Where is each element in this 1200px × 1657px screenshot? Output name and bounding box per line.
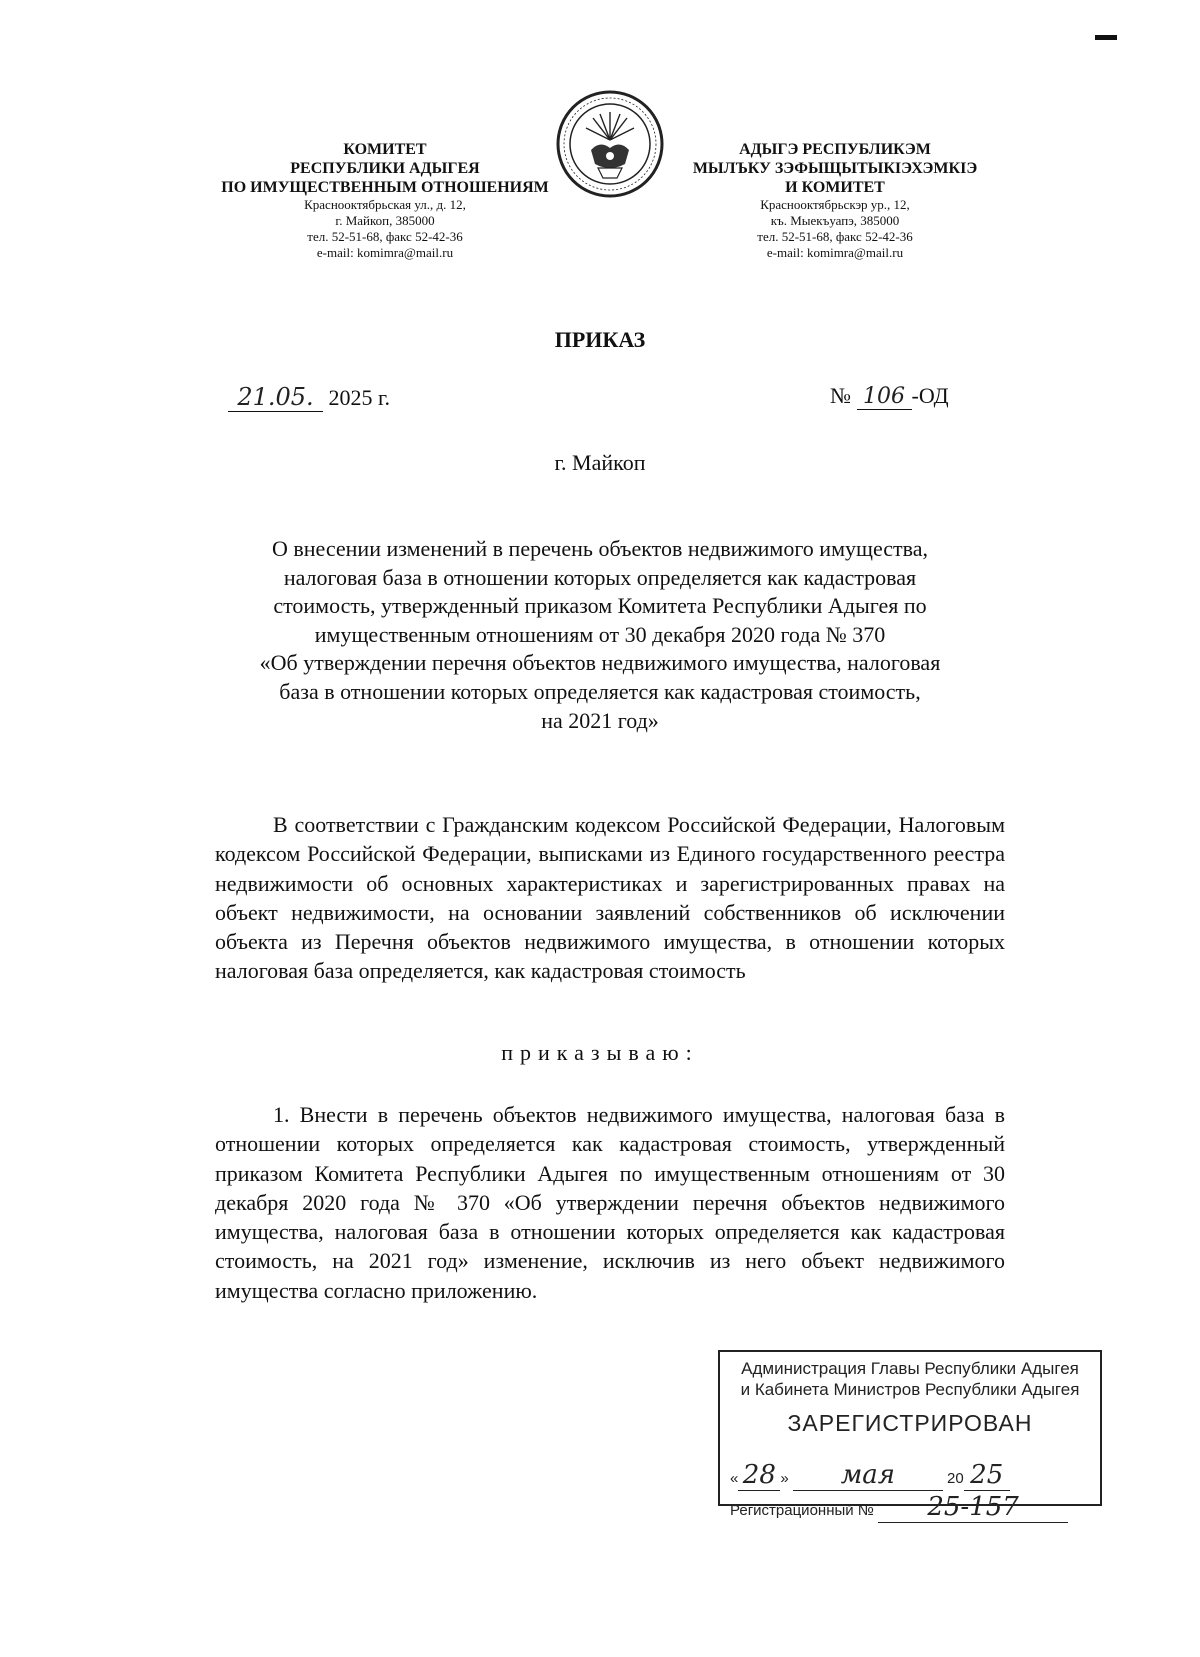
item-1-paragraph [215, 1100, 1005, 1305]
subject-line: имущественным отношениям от 30 декабря 2020 года № 370 [314, 621, 886, 647]
subject-line: база в отношении которых определяется как кадастровая стоимость, [279, 678, 921, 704]
handwritten-date: 21.05. [228, 383, 323, 412]
subject-line: «Об утверждении перечня объектов недвижимого имущества, налоговая [259, 650, 941, 676]
scan-mark [1095, 35, 1117, 40]
header-left-line3: ПО ИМУЩЕСТВЕННЫМ ОТНОШЕНИЯМ [221, 179, 549, 196]
header-left-address1: Краснооктябрьская ул., д. 12, [304, 197, 466, 212]
header-left-phone: тел. 52-51-68, факс 52-42-36 [307, 229, 463, 244]
stamp-reg-label: Регистрационный № [730, 1502, 874, 1519]
registration-stamp [718, 1350, 1102, 1522]
coat-of-arms-icon [553, 88, 667, 200]
header-left-block [205, 140, 565, 261]
number-prefix: № [830, 383, 851, 408]
stamp-reg-number: 25-157 [878, 1492, 1068, 1523]
header-left-email: e-mail: komimra@mail.ru [316, 245, 454, 260]
subject-line: стоимость, утвержденный приказом Комитета Республики Адыгея по [273, 593, 927, 619]
order-year: 2025 г. [328, 385, 391, 410]
preamble-paragraph [215, 810, 1005, 986]
document-title: ПРИКАЗ [554, 327, 646, 352]
stamp-organization [720, 1358, 1100, 1400]
order-number [830, 383, 949, 410]
stamp-year-prefix: 20 [947, 1470, 964, 1487]
number-suffix: -ОД [911, 383, 949, 408]
order-word: приказываю: [501, 1040, 699, 1065]
header-right-line1: АДЫГЭ РЕСПУБЛИКЭМ [739, 141, 931, 158]
subject-line: О внесении изменений в перечень объектов недвижимого имущества, [271, 536, 928, 561]
header-left-line1: КОМИТЕТ [343, 141, 427, 158]
stamp-day: 28 [738, 1460, 780, 1491]
header-right-block [680, 140, 990, 261]
header-left-address2: г. Майкоп, 385000 [335, 213, 435, 228]
header-right-address1: Краснооктябрьскэр ур., 12, [760, 197, 910, 212]
header-right-address2: къ. Мыекъуапэ, 385000 [770, 213, 900, 228]
stamp-org-line1: Администрация Главы Республики Адыгея [741, 1359, 1079, 1378]
stamp-registration [730, 1492, 1068, 1523]
subject-line: на 2021 год» [541, 707, 659, 733]
order-date [228, 383, 390, 412]
stamp-org-line2: и Кабинета Министров Республики Адыгея [740, 1380, 1080, 1399]
stamp-date: « 28 » мая 20 25 [730, 1460, 1010, 1491]
item-1-text: 1. Внести в перечень объектов недвижимого имущества, налоговая база в отношении которых определяется как кадастровая стоимость, утвержденный приказом Комитета Республики Адыгея по имущественным отношениям от 30 декабря 2020 года № 370 «Об утверждении перечня объектов недвижимого имущества, налоговая база в отношении которых определяется как кадастровая стоимость, на 2021 год» изменение, исключив из него объект недвижимого имущества согласно приложению. [215, 1102, 1005, 1303]
header-left-line2: РЕСПУБЛИКИ АДЫГЕЯ [290, 160, 480, 177]
subject-line: налоговая база в отношении которых определяется как кадастровая [283, 564, 917, 590]
header-right-line3: И КОМИТЕТ [785, 179, 885, 196]
stamp-month: мая [793, 1460, 943, 1491]
city: г. Майкоп [554, 450, 646, 475]
preamble-text: В соответствии с Гражданским кодексом Российской Федерации, Налоговым кодексом Российской Федерации, выписками из Единого государственного реестра недвижимости об основных характеристиках и зарегистрированных правах на объект недвижимости, на основании заявлений собственников об исключении объекта из Перечня объектов недвижимого имущества, в отношении которых налоговая база определяется, как кадастровая стоимость [215, 812, 1005, 984]
stamp-year-suffix: 25 [964, 1460, 1010, 1491]
header-right-email: e-mail: komimra@mail.ru [766, 245, 904, 260]
header-right-phone: тел. 52-51-68, факс 52-42-36 [757, 229, 913, 244]
handwritten-number: 106 [857, 384, 912, 410]
stamp-status: ЗАРЕГИСТРИРОВАН [787, 1410, 1033, 1436]
order-subject [210, 535, 990, 735]
header-right-line2: МЫЛЪКУ ЗЭФЫЩЫТЫКIЭХЭМКIЭ [692, 160, 978, 177]
